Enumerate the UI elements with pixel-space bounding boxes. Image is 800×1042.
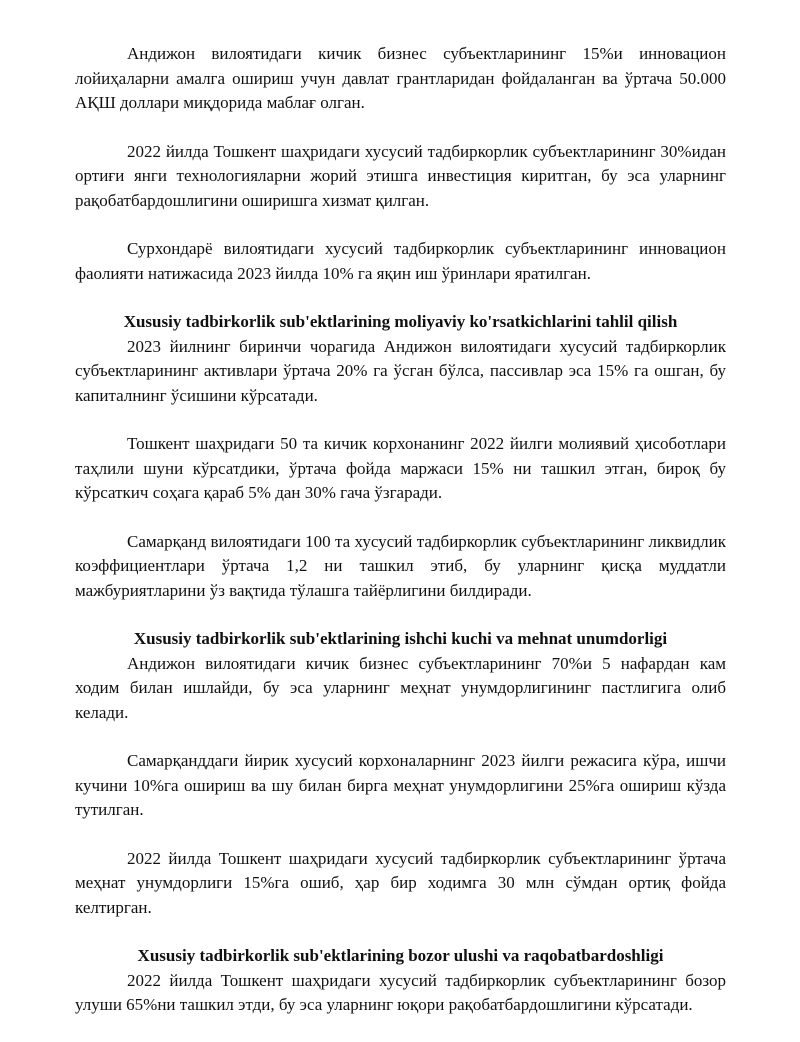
paragraph-tashkent-profit-margin: Тошкент шаҳридаги 50 та кичик корхонанинг 2022 йилги молиявий ҳисоботлари таҳлили шуни кўрсатдики, ўртача фойда маржаси 15% ни ташкил этган, бироқ бу кўрсаткич соҳага қараб 5% дан 30% гача ўзгаради. [75,434,726,502]
paragraph-samarkand-plan: Самарқанддаги йирик хусусий корхоналарнинг 2023 йилги режасига кўра, ишчи кучини 10%га ошириш ва шу билан бирга меҳнат унумдорлигини 25%га ошириш кўзда тутилган. [75,751,726,819]
section-heading-market: Xususiy tadbirkorlik sub'ektlarining bozor ulushi va raqobatbardoshligi [137,946,664,965]
paragraph-tashkent-investment: 2022 йилда Тошкент шаҳридаги хусусий тадбиркорлик субъектларининг 30%идан ортиғи янги технологияларни жорий этишга инвестиция киритган, бу эса уларнинг рақобатбардошлигини оширишга хизмат қилган. [75,141,726,210]
paragraph-tashkent-productivity: 2022 йилда Тошкент шаҳридаги хусусий тадбиркорлик субъектларининг ўртача меҳнат унумдорлиги 15%га ошиб, ҳар бир ходимга 30 млн сўмдан ортиқ фойда келтирган. [75,848,726,917]
paragraph-surkhandarya-jobs: Сурхондарё вилоятидаги хусусий тадбиркорлик субъектларининг инновацион фаолияти натижасида 2023 йилда 10% га яқин иш ўринлари яратилган. [75,239,726,283]
section-heading-financial: Xususiy tadbirkorlik sub'ektlarining moliyaviy ko'rsatkichlarini tahlil qilish [123,312,678,331]
section-financial-indicators [75,310,726,603]
paragraph-andijan-grants: Андижон вилоятидаги кичик бизнес субъектларининг 15%и инновацион лойиҳаларни амалга ошириш учун давлат грантларидан фойдаланган ва ўртача 50.000 АҚШ доллари миқдорида маблағ олган. [75,44,726,112]
paragraph-andijan-assets: 2023 йилнинг биринчи чорагида Андижон вилоятидаги хусусий тадбиркорлик субъектларининг активлари ўртача 20% га ўсган бўлса, пассивлар эса 15% га ошган, бу капиталнинг ўсишини кўрсатади. [75,336,726,405]
paragraph-samarkand-liquidity: Самарқанд вилоятидаги 100 та хусусий тадбиркорлик субъектларининг ликвидлик коэффициентлари ўртача 1,2 ни ташкил этиб, бу уларнинг қисқа муддатли мажбуриятларини ўз вақтида тўлашга тайёрлигини билдиради. [75,531,726,600]
section-market-share [75,944,726,1018]
paragraph-andijan-staff: Андижон вилоятидаги кичик бизнес субъектларининг 70%и 5 нафардан кам ходим билан ишлайди, бу эса уларнинг меҳнат унумдорлигининг пастлигига олиб келади. [75,653,726,722]
section-heading-labor: Xususiy tadbirkorlik sub'ektlarining ishchi kuchi va mehnat unumdorligi [133,629,668,648]
document-page [75,42,726,1042]
section-labor-productivity [75,627,726,920]
paragraph-tashkent-market-share: 2022 йилда Тошкент шаҳридаги хусусий тадбиркорлик субъектларининг бозор улуши 65%ни ташкил этди, бу эса уларнинг юқори рақобатбардошлигини кўрсатади. [75,970,726,1014]
